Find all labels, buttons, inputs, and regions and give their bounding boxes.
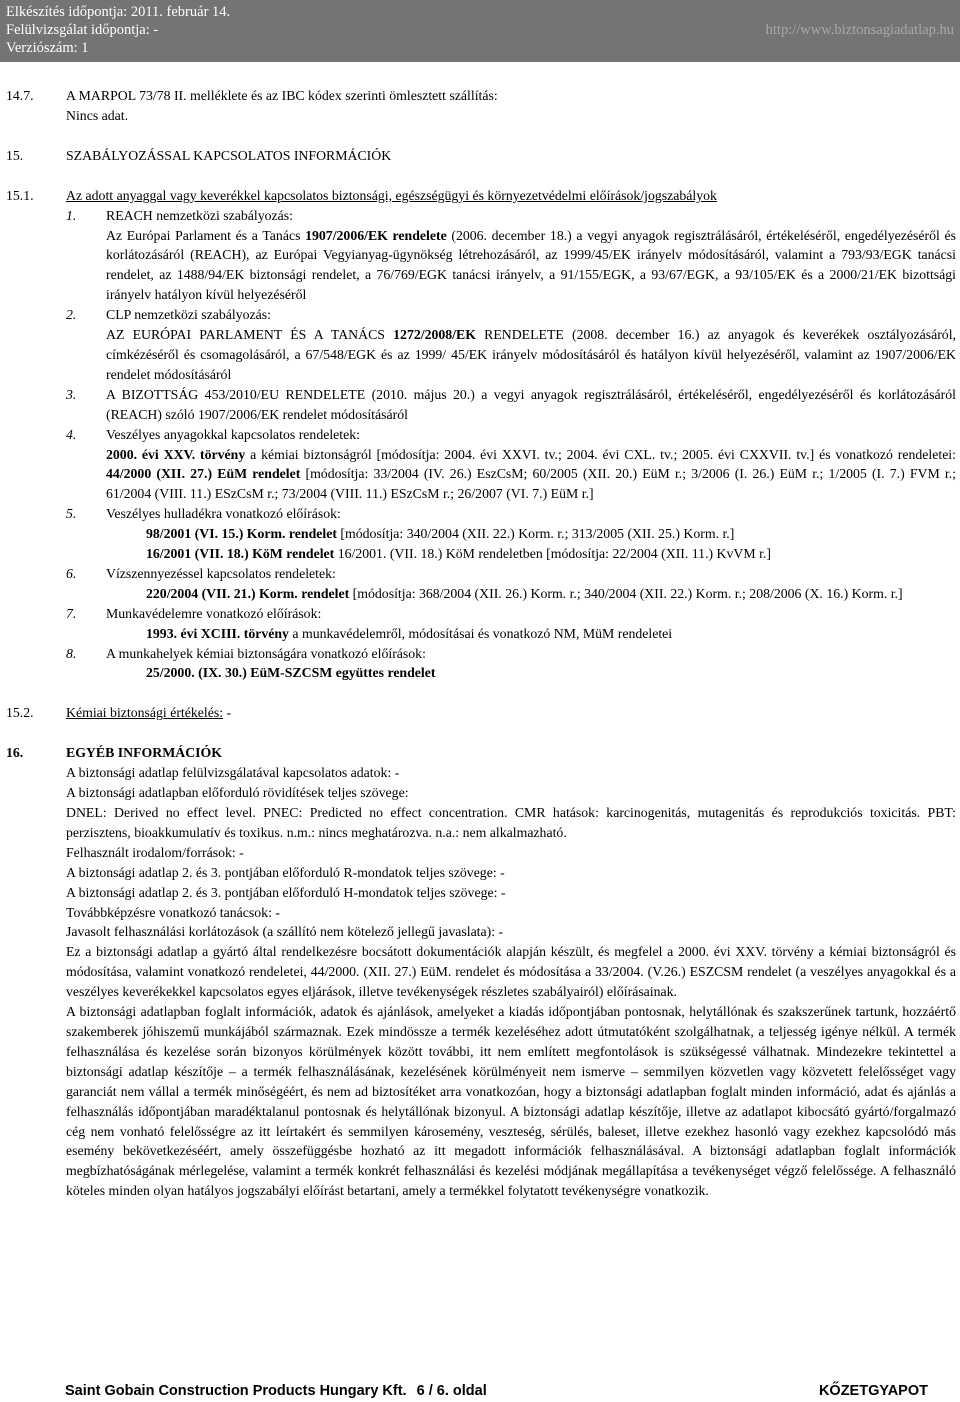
section-title: Az adott anyaggal vagy keverékkel kapcsolatos biztonsági, egészségügyi és környezetvédelmi előírások/jogszabályok (66, 187, 717, 203)
section-text: Nincs adat. (66, 107, 129, 123)
paragraph: A biztonsági adatlap 2. és 3. pontjában előforduló H-mondatok teljes szövege: - (66, 884, 506, 900)
list-item (66, 644, 956, 684)
item-label: A munkahelyek kémiai biztonságára vonatkozó előírások: (106, 645, 426, 661)
item-label: Veszélyes anyagokkal kapcsolatos rendeletek: (106, 426, 360, 442)
paragraph: Ez a biztonsági adatlap a gyártó által rendelkezésre bocsátott dokumentációk alapján készült, és megfelel a 2000. évi XXV. törvény a kémiai biztonságról és módosítása, valamint vonatkozó rendeletei, 44/2000. (XII. 27.) EüM. rendelet és módosítása a 33/2004. (V.26.) ESZCSM rendelet (a veszélyes anyagokkal és a veszélyes keverékekkel kapcsolatos egyes eljárások, illetve tevékenységek részletes szabályairól) előírásainak. (66, 944, 956, 1000)
section-title: A MARPOL 73/78 II. melléklete és az IBC kódex szerinti ömlesztett szállítás: (66, 88, 498, 103)
section-15-2 (6, 703, 956, 723)
item-text: 220/2004 (VII. 21.) Korm. rendelet [módosítja: 368/2004 (XII. 26.) Korm. r.; 340/2004 (XII. 22.) Korm. r.; 208/2006 (X. 16.) Korm. r.] (146, 585, 903, 601)
list-item (66, 504, 956, 564)
list-item (66, 305, 956, 385)
list-item (66, 206, 956, 306)
section-number: 15. (6, 147, 24, 163)
item-text: Az Európai Parlament és a Tanács 1907/2006/EK rendelete (2006. december 18.) a vegyi anyagok regisztrálásáról, értékeléséről, engedélyezéséről és korlátozásáról (REACH), az Európai Vegyianyag-ügynökség létrehozásáról, az 1999/45/EK irányelv módosításáról, valamint a 793/93/EGK tanácsi rendelet, az 1488/94/EK biztonsági rendelet, a 76/769/EGK tanácsi irányelv, a 91/155/EGK, a 93/67/EGK, a 93/105/EK és a 2000/21/EK bizottsági irányelv hatályon kívül helyezéséről (106, 227, 956, 303)
paragraph: A biztonsági adatlap 2. és 3. pontjában előforduló R-mondatok teljes szövege: - (66, 864, 505, 880)
paragraph: A biztonsági adatlapban foglalt információk, adatok és ajánlások, amelyeket a kiadás időpontjában pontosnak, helytállónak és szakszerűnek tartunk, hozzáértő szakemberek jóhiszemű munkájából származnak. Ezek mindössze a termék kezeléséhez adott útmutatóként szolgálhatnak, a teljesség igénye nélkül. A termék felhasználása és kezelése során bizonyos körülmények között további, itt nem említett megfontolások is szükségessé válhatnak. Mindezekre tekintettel a biztonsági adatlap készítője – a termék felhasználásának, kezelésének körülményeit nem ismerve – semmilyen közvetlen vagy közvetett felelősséget vagy garanciát nem vállal a termék minőségéért, és nem ad biztosítéket arra vonatkozóan, hogy a biztonsági adatlapban foglalt minden információ, adat és ajánlás a felhasználás időpontjában maradéktalanul pontosnak és helytállónak bizonyul. A biztonsági adatlap készítője, illetve az adatlapot kibocsátó gyártó/forgalmazó cég nem vonható felelősségre az itt leírtakért és semmilyen károsemény, veszteség, sérülés, baleset, illetve ezekhez hasonló vagy ezekhez kapcsolódó más esemény bekövetkezéséért, amely összefüggésbe hozható az itt megadott információk felhasználásával. A biztonsági adatlapban foglalt információk megbízhatóságának mérlegelése, valamint a termék konkrét felhasználási és kezelési módjának megállapítása a tevékenységet végző felelőssége. A felhasználó köteles minden olyan hatályos jogszabályi előírást betartani, amely a termékkel folytatott tevékenységre vonatkozik. (66, 1004, 956, 1199)
list-item (66, 564, 956, 604)
item-number: 1. (66, 207, 77, 223)
paragraph: DNEL: Derived no effect level. PNEC: Predicted no effect concentration. CMR hatások: karcinogenitás, mutagenitás és reprodukciós toxicitás. PBT: perzisztens, bioakkumulatív és toxikus. n.m.: nincs meghatározva. n.a.: nem alkalmazható. (66, 805, 956, 840)
item-number: 3. (66, 386, 77, 402)
item-number: 5. (66, 506, 77, 522)
section-15 (6, 146, 956, 166)
document-body (6, 86, 956, 1201)
item-text: 98/2001 (VI. 15.) Korm. rendelet [módosítja: 340/2004 (XII. 22.) Korm. r.; 313/2005 (XII. 25.) Korm. r.] (146, 526, 735, 542)
item-number: 7. (66, 605, 77, 621)
product-name: KŐZETGYAPOT (818, 1383, 928, 1399)
list-item (66, 604, 956, 644)
item-label: Vízszennyezéssel kapcsolatos rendeletek: (106, 565, 336, 581)
page-number: 6 / 6. oldal (416, 1383, 487, 1399)
section-15-1 (6, 186, 956, 684)
review-date: Felülvizsgálat időpontja: - (6, 22, 159, 38)
section-number: 15.2. (6, 705, 34, 721)
item-text: 1993. évi XCIII. törvény a munkavédelemről, módosításai és vonatkozó NM, MüM rendeletei (146, 625, 673, 641)
creation-date: Elkészítés időpontja: 2011. február 14. (6, 4, 231, 20)
item-text: A BIZOTTSÁG 453/2010/EU RENDELETE (2010. május 20.) a vegyi anyagok regisztrálásáról, értékeléséről, engedélyezéséről és korlátozásáról (REACH) szóló 1907/2006/EK rendelet módosításáról (106, 386, 956, 422)
section-heading: SZABÁLYOZÁSSAL KAPCSOLATOS INFORMÁCIÓK (66, 147, 392, 163)
item-label: Veszélyes hulladékra vonatkozó előírások: (106, 506, 341, 522)
paragraph: A biztonsági adatlap felülvizsgálatával kapcsolatos adatok: - (66, 765, 400, 781)
paragraph: Javasolt felhasználási korlátozások (a szállító nem kötelező jellegű javaslata): - (66, 924, 504, 940)
item-label: REACH nemzetközi szabályozás: (106, 207, 293, 223)
item-number: 2. (66, 307, 77, 323)
item-text: 25/2000. (IX. 30.) EüM-SZCSM együttes rendelet (146, 665, 436, 681)
footer-left (65, 1382, 487, 1400)
header-meta (6, 3, 230, 57)
section-title: Kémiai biztonsági értékelés: - (66, 705, 232, 721)
section-number: 15.1. (6, 187, 34, 203)
section-16 (6, 743, 956, 1201)
paragraph: Továbbképzésre vonatkozó tanácsok: - (66, 904, 280, 920)
paragraph: Felhasznált irodalom/források: - (66, 844, 244, 860)
header-url-link[interactable]: http://www.biztonsagiadatlap.hu (765, 22, 954, 38)
paragraph: A biztonsági adatlapban előforduló rövidítések teljes szövege: (66, 785, 409, 801)
item-number: 8. (66, 645, 77, 661)
item-label: Munkavédelemre vonatkozó előírások: (106, 605, 322, 621)
section-number: 14.7. (6, 88, 34, 103)
section-number: 16. (6, 745, 24, 761)
list-item (66, 425, 956, 505)
section-heading: EGYÉB INFORMÁCIÓK (66, 745, 222, 761)
item-label: CLP nemzetközi szabályozás: (106, 307, 271, 323)
page-header (0, 0, 960, 62)
item-text: AZ EURÓPAI PARLAMENT ÉS A TANÁCS 1272/2008/EK RENDELETE (2008. december 16.) az anyagok és keverékek osztályozásáról, címkézéséről és csomagolásáról, a 67/548/EGK és az 1999/ 45/EK irányelv módosításáról és hatályon kívül helyezéséről, valamint az 1907/2006/EK rendelet módosításáról (106, 327, 956, 382)
company-name: Saint Gobain Construction Products Hungary Kft. (65, 1383, 407, 1399)
item-number: 4. (66, 426, 77, 442)
item-text: 16/2001 (VII. 18.) KöM rendelet 16/2001. (VII. 18.) KöM rendeletben [módosítja: 22/2004 (XII. 11.) KvVM r.] (146, 546, 771, 562)
section-14-7 (6, 86, 956, 126)
item-number: 6. (66, 565, 77, 581)
item-text: 2000. évi XXV. törvény a kémiai biztonságról [módosítja: 2004. évi XXVI. tv.; 2004. évi CXL. tv.; 2005. évi CXXVII. tv.] és vonatkozó rendeletei: 44/2000 (XII. 27.) EüM rendelet [módosítja: 33/2004 (IV. 26.) EszCsM; 60/2005 (XII. 20.) EüM r.; 3/2006 (I. 26.) EüM r.; 1/2005 (I. 7.) FVM r.; 61/2004 (VIII. 11.) ESzCsM r.; 73/2004 (VIII. 11.) ESzCsM r.; 26/2007 (VI. 7.) EüM r.] (106, 446, 956, 502)
list-item (66, 385, 956, 425)
version-number: Verziószám: 1 (6, 40, 89, 56)
